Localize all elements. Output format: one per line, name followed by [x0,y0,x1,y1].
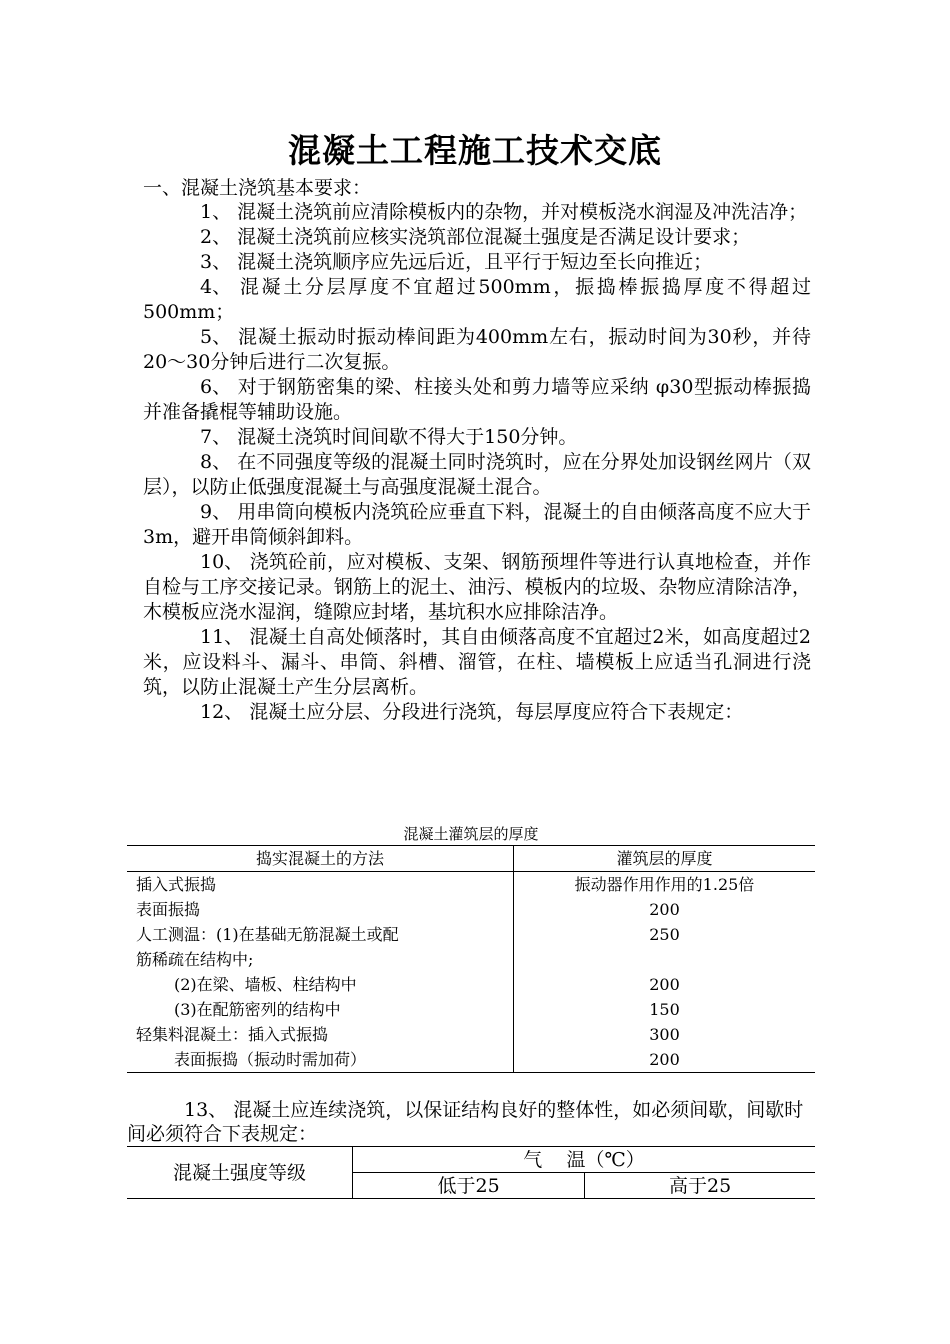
item-number: 2、 [200,226,232,248]
table-cell: (2)在梁、墙板、柱结构中 [127,972,514,997]
table-row [127,1022,815,1047]
item-number: 9、 [200,501,232,523]
table-row [127,897,815,922]
item-text: 对于钢筋密集的梁、柱接头处和剪力墙等应采纳 φ30型振动棒振捣并准备撬棍等辅助设施。 [143,376,811,423]
list-item [143,375,811,425]
requirements-list [143,200,811,725]
list-item [143,450,811,500]
table-row [127,997,815,1022]
table-cell: 300 [649,1025,680,1044]
column-header: 捣实混凝土的方法 [127,846,514,872]
item-text: 混凝土应分层、分段进行浇筑，每层厚度应符合下表规定： [249,701,744,723]
list-item [143,700,811,725]
group-header-cell: 气 温（℃） [353,1147,816,1173]
table-cell: (3)在配筋密列的结构中 [127,997,514,1022]
table-row [127,947,815,972]
item-number: 5、 [200,326,232,348]
table-caption: 混凝土灌筑层的厚度 [403,825,539,843]
table-cell [514,947,816,972]
table-cell: 200 [649,900,680,919]
column-header: 高于25 [585,1173,815,1199]
row-header-cell: 混凝土强度等级 [127,1147,353,1199]
item-text: 混凝土自高处倾落时，其自由倾落高度不宜超过2米，如高度超过2米，应设料斗、漏斗、串筒、斜槽、溜管，在柱、墙模板上应适当孔洞进行浇筑，以防止混凝土产生分层离析。 [143,626,811,698]
table-row [127,922,815,947]
item-text: 混凝土浇筑前应核实浇筑部位混凝土强度是否满足设计要求； [237,226,751,248]
item-number: 1、 [200,201,232,223]
item-number: 10、 [200,551,244,573]
table-cell: 筋稀疏在结构中; [127,947,514,972]
item-text: 混凝土应连续浇筑，以保证结构良好的整体性，如必须间歇，间歇时间必须符合下表规定： [127,1099,804,1145]
list-item [143,275,811,325]
table-cell: 表面振捣（振动时需加荷） [127,1047,514,1073]
layer-thickness-table [127,845,815,1073]
table-cell: 轻集料混凝土：插入式振捣 [127,1022,514,1047]
list-item [143,325,811,375]
table-cell: 表面振捣 [127,897,514,922]
table-cell: 插入式振捣 [127,872,514,898]
table-cell: 人工测温：(1)在基础无筋混凝土或配 [127,922,514,947]
table-cell: 250 [649,925,680,944]
table-row [127,1047,815,1073]
list-item [143,550,811,625]
table-row [127,872,815,898]
table-cell: 150 [649,1000,680,1019]
section-heading: 一、混凝土浇筑基本要求： [143,177,372,199]
item-text: 浇筑砼前，应对模板、支架、钢筋预埋件等进行认真地检查，并作自检与工序交接记录。钢筋上的泥土、油污、模板内的垃圾、杂物应清除洁净，木模板应浇水湿润，缝隙应封堵，基坑积水应排除洁净。 [143,551,811,623]
table-cell: 200 [649,975,680,994]
item-number: 7、 [200,426,232,448]
column-header: 灌筑层的厚度 [514,846,816,872]
list-item [143,500,811,550]
item-text: 混凝土浇筑顺序应先远后近，且平行于短边至长向推近； [237,251,713,273]
document-title: 混凝土工程施工技术交底 [288,131,662,170]
item-text: 混凝土振动时振动棒间距为400mm左右，振动时间为30秒，并待20～30分钟后进行二次复振。 [143,326,811,373]
item-text: 混凝土分层厚度不宜超过500mm，振捣棒振捣厚度不得超过500mm； [143,276,811,323]
table-cell: 振动器作用作用的1.25倍 [574,875,755,894]
table-header-row [127,1147,815,1173]
list-item [127,1098,813,1146]
list-item [143,225,811,250]
pause-time-table [127,1146,815,1199]
table-cell: 200 [514,1047,816,1073]
item-number: 6、 [200,376,232,398]
item-number: 8、 [200,451,232,473]
item-number: 4、 [200,276,232,298]
item-number: 13、 [184,1099,228,1121]
list-item [143,250,811,275]
item-number: 12、 [200,701,244,723]
table-row [127,972,815,997]
item-text: 混凝土浇筑时间间歇不得大于150分钟。 [237,426,578,448]
list-item [143,200,811,225]
list-item [143,625,811,700]
item-text: 混凝土浇筑前应清除模板内的杂物，并对模板浇水润湿及冲洗洁净； [237,201,808,223]
item-number: 11、 [200,626,244,648]
item-text: 用串筒向模板内浇筑砼应垂直下料，混凝土的自由倾落高度不应大于3m，避开串筒倾斜卸料。 [143,501,811,548]
item-number: 3、 [200,251,232,273]
table-header-row [127,846,815,872]
item-text: 在不同强度等级的混凝土同时浇筑时，应在分界处加设钢丝网片（双层），以防止低强度混凝土与高强度混凝土混合。 [143,451,811,498]
list-item [143,425,811,450]
column-header: 低于25 [353,1173,585,1199]
